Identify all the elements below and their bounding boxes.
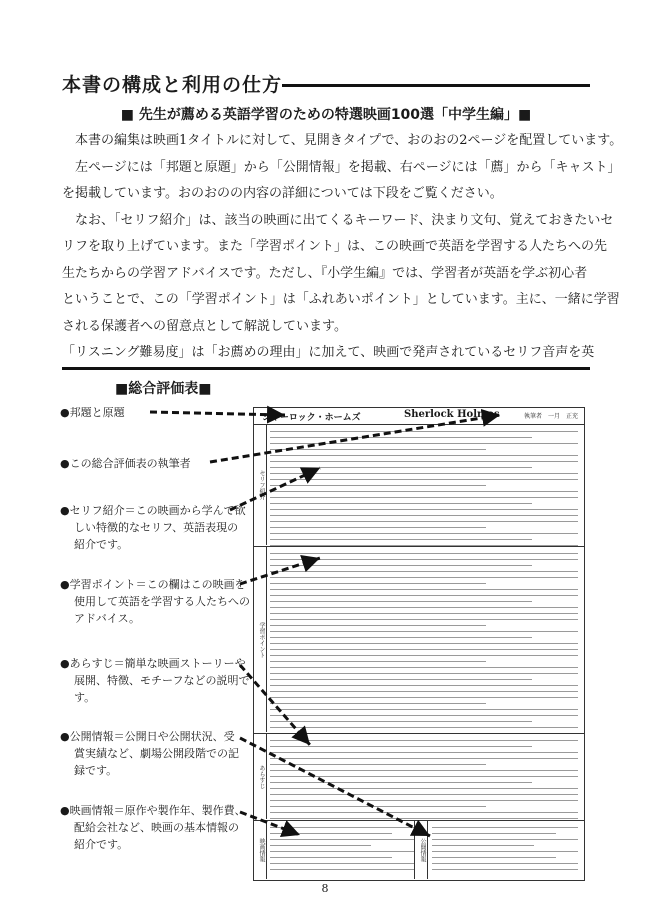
- arrow-title: [150, 412, 285, 415]
- legend-line: す。: [74, 691, 96, 704]
- paragraph-line: リフを取り上げています。また「学習ポイント」は、この映画で英語を学習する人たちへの先: [62, 239, 607, 254]
- legend-line: ●学習ポイント＝この欄はこの映画を: [60, 578, 246, 591]
- legend-line: 使用して英語を学習する人たちへの: [74, 595, 250, 608]
- sheet-side-synopsis: あらすじ: [254, 734, 267, 819]
- subtitle: ■ 先生が薦める英語学習のための特選映画100選「中学生編」■: [120, 107, 532, 123]
- arrow-film-info: [240, 812, 300, 835]
- sheet-side-learning: 学習ポイント: [254, 547, 267, 732]
- section-heading: ■総合評価表■: [115, 381, 212, 397]
- arrow-synopsis: [240, 665, 310, 745]
- sheet-side-dialogue: セリフ紹介: [254, 425, 267, 545]
- paragraph-line: を掲載しています。おのおのの内容の詳細については下段をご覧ください。: [62, 186, 503, 201]
- arrow-release: [240, 738, 430, 836]
- sheet-side-release-info: 公開情報: [414, 821, 428, 879]
- paragraph-line: 左ページには「邦題と原題」から「公開情報」を掲載、右ページには「薦」から「キャスト」: [75, 159, 621, 175]
- page-title: 本書の構成と利用の仕方: [62, 74, 283, 96]
- legend-line: 展開、特徴、モチーフなどの説明で: [74, 674, 250, 687]
- legend-line: ●映画情報＝原作や製作年、製作費、: [60, 804, 246, 817]
- arrow-dialogue: [230, 468, 320, 510]
- sheet-side-film-info: 映画情報: [254, 821, 267, 879]
- sheet-en-title: Sherlock Holmes: [404, 409, 500, 420]
- legend-line: ●邦題と原題: [60, 406, 125, 419]
- legend-line: 紹介です。: [74, 538, 129, 551]
- legend-line: しい特徴的なセリフ、英語表現の: [74, 521, 239, 534]
- arrow-author: [210, 415, 500, 462]
- sheet-jp-title: シャーロック・ホームズ: [262, 413, 361, 423]
- legend-line: ●公開情報＝公開日や公開状況、受: [60, 730, 235, 743]
- arrow-learning: [240, 558, 320, 584]
- legend-line: ●この総合評価表の執筆者: [60, 457, 191, 470]
- paragraph-line: される保護者への留意点として解説しています。: [62, 318, 347, 334]
- legend-line: 賞実績など、劇場公開段階での記: [74, 747, 239, 760]
- paragraph-line: なお、「セリフ紹介」は、該当の映画に出てくるキーワード、決まり文句、覚えておきたいセ: [75, 212, 614, 228]
- sheet-author: 執筆者 一月 正充: [523, 413, 578, 420]
- legend-line: 配給会社など、映画の基本情報の: [74, 821, 239, 834]
- paragraph-line: ということで、この「学習ポイント」は「ふれあいポイント」としています。主に、一緒に学習: [62, 292, 620, 307]
- legend-line: アドバイス。: [74, 612, 140, 625]
- legend-line: ●セリフ紹介＝この映画から学んで欲: [60, 504, 246, 517]
- paragraph-line: 「リスニング難易度」は「お薦めの理由」に加えて、映画で発声されているセリフ音声を英: [62, 345, 595, 360]
- legend-line: ●あらすじ＝簡単な映画ストーリーや: [60, 657, 246, 670]
- paragraph-line: 本書の編集は映画1タイトルに対して、見開きタイプで、おのおの2ページを配置しています。: [75, 133, 623, 148]
- paragraph-line: 生たちからの学習アドバイスです。ただし、『小学生編』では、学習者が英語を学ぶ初心者: [62, 265, 588, 281]
- legend-line: 録です。: [74, 764, 118, 777]
- page-number: 8: [321, 882, 329, 895]
- legend-line: 紹介です。: [74, 838, 129, 851]
